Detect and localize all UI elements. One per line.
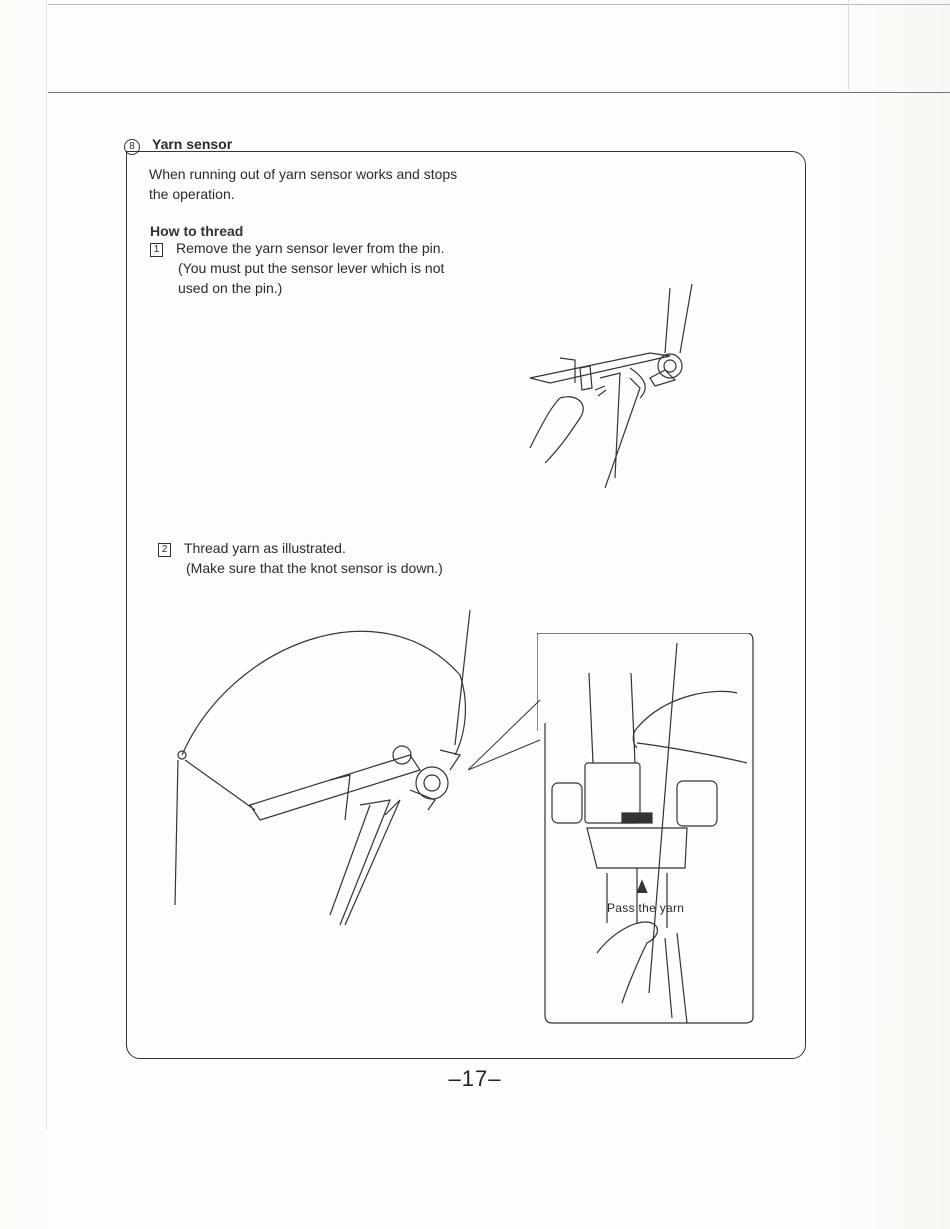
- step-1-text: Remove the yarn sensor lever from the pin.: [176, 240, 445, 256]
- step-2-number: 2: [158, 543, 171, 557]
- step-2-note: (Make sure that the knot sensor is down.): [186, 560, 443, 576]
- step-2-text: Thread yarn as illustrated.: [184, 540, 346, 556]
- figure-thread-overview: [170, 605, 490, 935]
- callout-pointer: [468, 690, 548, 780]
- page-edge-right: [848, 0, 849, 90]
- step-1-number: 1: [150, 243, 163, 257]
- figure-remove-lever: [520, 278, 710, 488]
- page-edge-line: [48, 4, 950, 5]
- how-to-heading: How to thread: [150, 223, 244, 239]
- step-1-note: (You must put the sensor lever which is not used on the pin.): [178, 260, 445, 296]
- section-number: 8: [124, 139, 140, 155]
- page-number: –17–: [448, 1066, 502, 1091]
- step-2: [158, 538, 468, 578]
- step-1: [150, 238, 460, 298]
- header-rule: [48, 92, 950, 93]
- page-edge-left: [46, 0, 47, 1129]
- figure-detail-inset: [537, 633, 755, 1025]
- intro-text: When running out of yarn sensor works and stops the operation.: [149, 166, 458, 202]
- figure-callout-label: Pass the yarn: [607, 901, 685, 915]
- section-title: Yarn sensor: [152, 136, 233, 152]
